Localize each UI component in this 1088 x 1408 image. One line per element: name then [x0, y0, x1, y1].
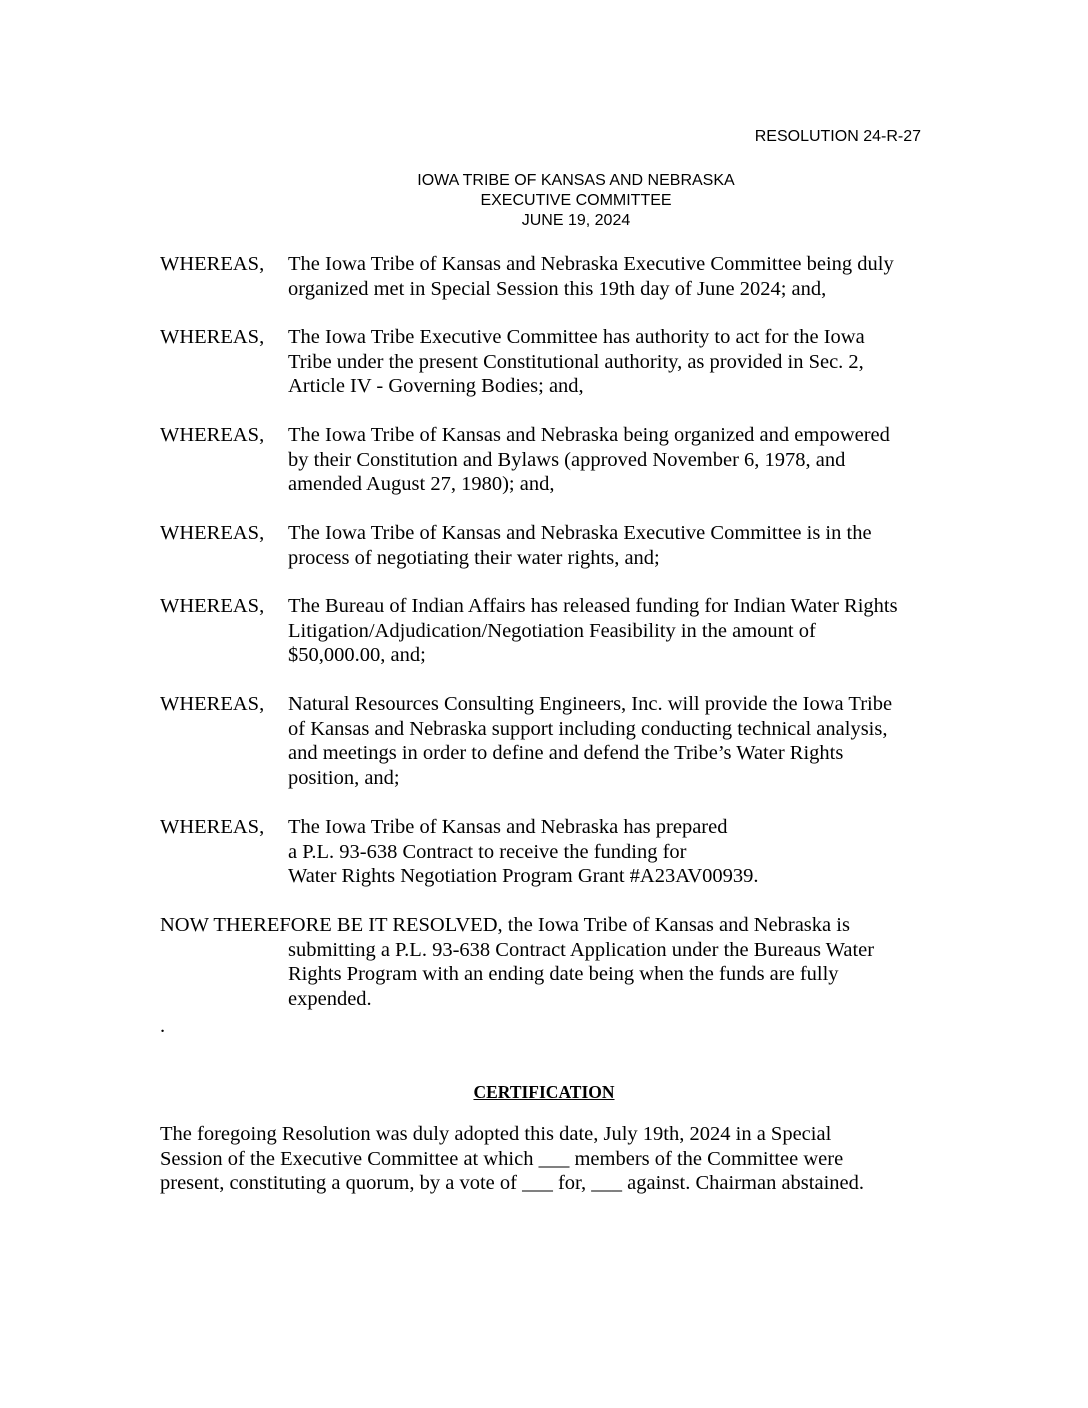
clause-label: WHEREAS,	[160, 693, 265, 715]
clause-line: Water Rights Negotiation Program Grant #A23AV00939.	[288, 865, 759, 887]
clause-line: a P.L. 93-638 Contract to receive the funding for	[288, 840, 687, 863]
clause-label: WHEREAS,	[160, 326, 265, 348]
resolved-line: submitting a P.L. 93-638 Contract Application under the Bureaus Water	[288, 938, 875, 961]
certification-line: The foregoing Resolution was duly adopted this date, July 19th, 2024 in a Special	[160, 1123, 832, 1145]
clause-body	[288, 325, 865, 399]
clause-line: process of negotiating their water rights, and;	[288, 546, 660, 569]
certification-line: Session of the Executive Committee at which ___ members of the Committee were	[160, 1147, 844, 1170]
clause-body	[288, 594, 898, 668]
clause-line: by their Constitution and Bylaws (approved November 6, 1978, and	[288, 448, 846, 471]
clause-label: WHEREAS,	[160, 595, 265, 617]
clause-line: The Iowa Tribe Executive Committee has authority to act for the Iowa	[288, 326, 865, 348]
resolved-clause	[160, 913, 940, 1011]
stray-mark: .	[160, 1015, 166, 1037]
header-organization: IOWA TRIBE OF KANSAS AND NEBRASKA	[417, 172, 735, 189]
clause-line: organized met in Special Session this 19th day of June 2024; and,	[288, 277, 827, 300]
certification-line: present, constituting a quorum, by a vote of ___ for, ___ against. Chairman abstained.	[160, 1172, 864, 1194]
clause-line: and meetings in order to define and defend the Tribe’s Water Rights	[288, 742, 844, 764]
resolved-line: Rights Program with an ending date being when the funds are fully	[288, 963, 839, 985]
resolved-line: expended.	[288, 987, 372, 1010]
clause-label: WHEREAS,	[160, 424, 265, 446]
clause-line: The Iowa Tribe of Kansas and Nebraska being organized and empowered	[288, 424, 890, 446]
clause-label: WHEREAS,	[160, 816, 265, 838]
certification-body	[160, 1122, 940, 1196]
clause-body	[288, 692, 892, 790]
certification-title: CERTIFICATION	[473, 1082, 615, 1102]
clause-line: amended August 27, 1980); and,	[288, 473, 555, 495]
clause-body	[288, 815, 759, 889]
clause-label: WHEREAS,	[160, 253, 265, 275]
header-committee: EXECUTIVE COMMITTEE	[480, 192, 672, 209]
clause-line: The Bureau of Indian Affairs has released funding for Indian Water Rights	[288, 595, 898, 617]
resolved-line: NOW THEREFORE BE IT RESOLVED, the Iowa Tribe of Kansas and Nebraska is	[160, 914, 850, 936]
clause-line: The Iowa Tribe of Kansas and Nebraska Executive Committee being duly	[288, 253, 894, 275]
resolution-number: RESOLUTION 24-R-27	[754, 128, 921, 145]
document-header	[0, 171, 1088, 231]
clause-line: Natural Resources Consulting Engineers, Inc. will provide the Iowa Tribe	[288, 693, 893, 715]
clause-line: position, and;	[288, 766, 400, 789]
clause-body	[288, 521, 872, 570]
clause-line: of Kansas and Nebraska support including conducting technical analysis,	[288, 717, 888, 740]
clause-line: Article IV - Governing Bodies; and,	[288, 375, 584, 397]
clause-body	[288, 252, 894, 301]
clause-line: The Iowa Tribe of Kansas and Nebraska Executive Committee is in the	[288, 522, 872, 544]
clause-label: WHEREAS,	[160, 522, 265, 544]
header-date: JUNE 19, 2024	[521, 212, 631, 229]
clause-line: Litigation/Adjudication/Negotiation Feasibility in the amount of	[288, 619, 816, 642]
clause-line: The Iowa Tribe of Kansas and Nebraska has prepared	[288, 816, 728, 838]
clause-body	[288, 423, 890, 497]
clause-line: $50,000.00, and;	[288, 644, 426, 666]
clause-line: Tribe under the present Constitutional authority, as provided in Sec. 2,	[288, 350, 864, 373]
